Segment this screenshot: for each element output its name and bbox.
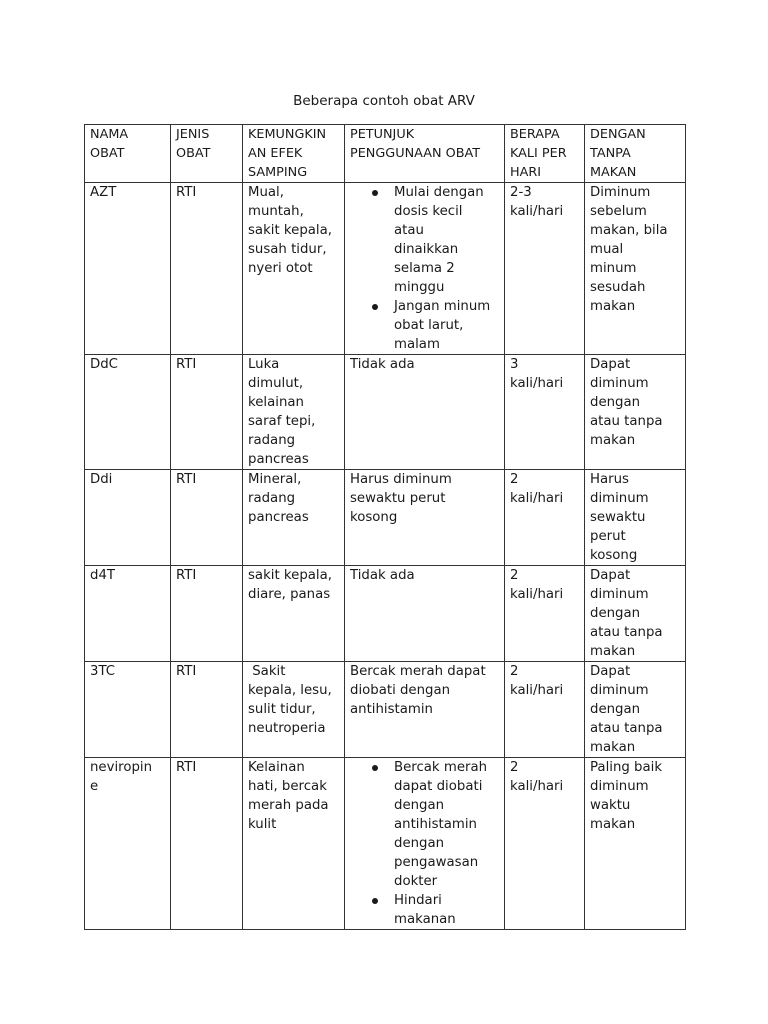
cell-nama: AZT: [85, 183, 171, 355]
cell-makan: Paling baik diminum waktu makan: [585, 758, 686, 930]
table-row: [85, 566, 686, 662]
header-kali-per-hari: BERAPA KALI PER HARI: [505, 125, 585, 183]
cell-nama: d4T: [85, 566, 171, 662]
cell-efek: Mual, muntah, sakit kepala, susah tidur, nyeri otot: [243, 183, 345, 355]
list-item: Bercak merah dapat diobati dengan antihistamin dengan pengawasan dokter: [394, 758, 501, 891]
cell-efek: Mineral, radang pancreas: [243, 470, 345, 566]
header-makan: DENGAN TANPA MAKAN: [585, 125, 686, 183]
cell-jenis: RTI: [171, 758, 243, 930]
cell-petunjuk: Harus diminum sewaktu perut kosong: [345, 470, 505, 566]
cell-makan: Dapat diminum dengan atau tanpa makan: [585, 662, 686, 758]
cell-petunjuk: Tidak ada: [345, 355, 505, 470]
cell-nama: Ddi: [85, 470, 171, 566]
table-row: [85, 470, 686, 566]
arv-drug-table: [84, 124, 686, 930]
cell-jenis: RTI: [171, 566, 243, 662]
cell-petunjuk: [345, 758, 505, 930]
list-item: Jangan minum obat larut, malam: [394, 297, 501, 354]
cell-petunjuk: Tidak ada: [345, 566, 505, 662]
table-row: [85, 355, 686, 470]
cell-kali: 3 kali/hari: [505, 355, 585, 470]
cell-nama: DdC: [85, 355, 171, 470]
list-item: Mulai dengan dosis kecil atau dinaikkan selama 2 minggu: [394, 183, 501, 297]
cell-efek: Sakit kepala, lesu, sulit tidur, neutroperia: [243, 662, 345, 758]
page-title: Beberapa contoh obat ARV: [293, 93, 475, 109]
table-row: [85, 183, 686, 355]
table-row: [85, 758, 686, 930]
cell-jenis: RTI: [171, 355, 243, 470]
cell-petunjuk: [345, 183, 505, 355]
cell-petunjuk: Bercak merah dapat diobati dengan antihistamin: [345, 662, 505, 758]
header-efek-samping: KEMUNGKIN AN EFEK SAMPING: [243, 125, 345, 183]
header-jenis-obat: JENIS OBAT: [171, 125, 243, 183]
table-row: [85, 662, 686, 758]
cell-nama: neviropin e: [85, 758, 171, 930]
cell-kali: 2 kali/hari: [505, 566, 585, 662]
cell-efek: Kelainan hati, bercak merah pada kulit: [243, 758, 345, 930]
table-header-row: [85, 125, 686, 183]
cell-kali: 2 kali/hari: [505, 470, 585, 566]
cell-makan: Dapat diminum dengan atau tanpa makan: [585, 355, 686, 470]
cell-jenis: RTI: [171, 183, 243, 355]
cell-efek: sakit kepala, diare, panas: [243, 566, 345, 662]
cell-jenis: RTI: [171, 470, 243, 566]
petunjuk-list: [350, 183, 501, 354]
list-item: Hindari makanan: [394, 891, 501, 929]
cell-efek: Luka dimulut, kelainan saraf tepi, radang pancreas: [243, 355, 345, 470]
cell-makan: Diminum sebelum makan, bila mual minum sesudah makan: [585, 183, 686, 355]
cell-makan: Harus diminum sewaktu perut kosong: [585, 470, 686, 566]
cell-kali: 2 kali/hari: [505, 758, 585, 930]
cell-kali: 2-3 kali/hari: [505, 183, 585, 355]
cell-makan: Dapat diminum dengan atau tanpa makan: [585, 566, 686, 662]
cell-kali: 2 kali/hari: [505, 662, 585, 758]
cell-jenis: RTI: [171, 662, 243, 758]
cell-nama: 3TC: [85, 662, 171, 758]
header-nama-obat: NAMA OBAT: [85, 125, 171, 183]
petunjuk-list: [350, 758, 501, 929]
header-petunjuk: PETUNJUK PENGGUNAAN OBAT: [345, 125, 505, 183]
